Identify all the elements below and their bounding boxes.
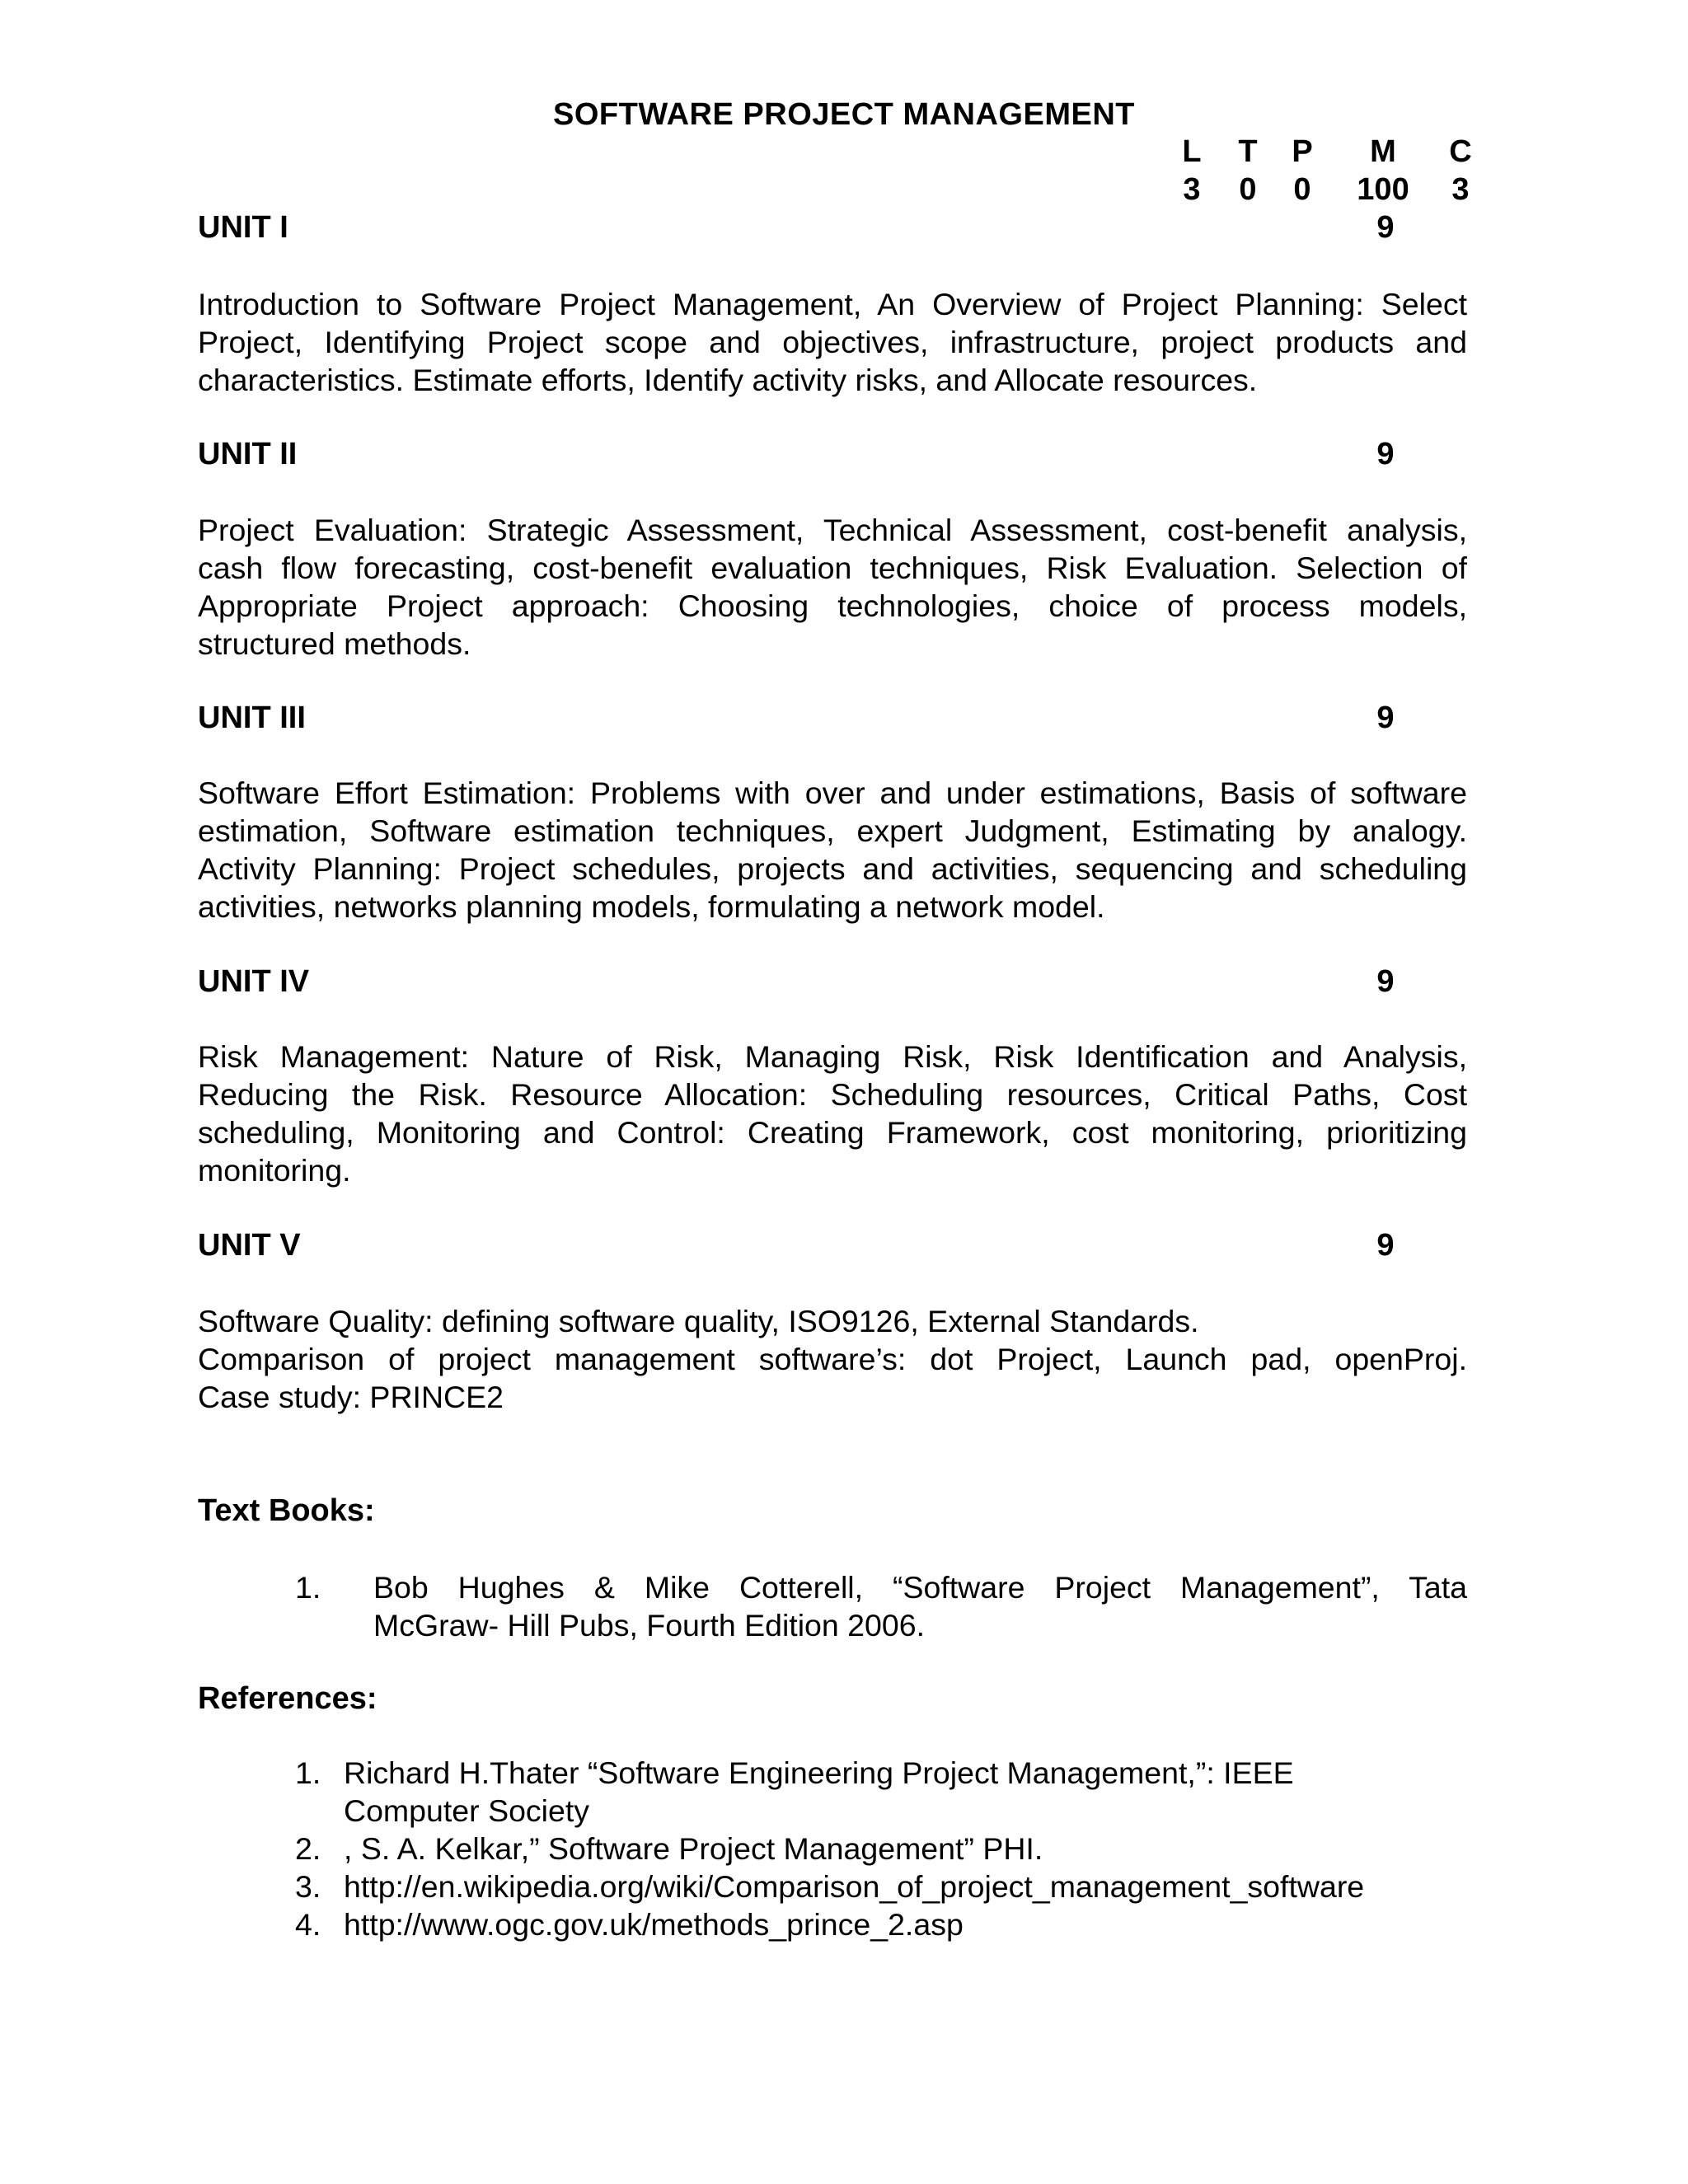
- text-line: McGraw- Hill Pubs, Fourth Edition 2006.: [373, 1608, 926, 1643]
- credit-header-t: T: [1238, 134, 1258, 169]
- text-line: structured methods.: [198, 626, 471, 661]
- reference-number: 4.: [295, 1907, 321, 1942]
- reference-item: [344, 1868, 1498, 1905]
- unit-1-heading: UNIT I: [198, 210, 288, 245]
- text-line: Bob Hughes & Mike Cotterell, “Software Project Management”, Tata: [373, 1570, 1467, 1605]
- reference-link: http://en.wikipedia.org/wiki/Comparison_of_project_management_software: [344, 1869, 1365, 1904]
- credit-header-c: C: [1449, 134, 1472, 169]
- reference-item: [344, 1905, 1467, 1943]
- unit-3-heading: UNIT III: [198, 701, 306, 735]
- unit-4-description: [198, 1038, 1467, 1189]
- credit-value-m: 100: [1357, 172, 1409, 207]
- text-line: monitoring.: [198, 1153, 351, 1188]
- unit-2-description: [198, 511, 1467, 663]
- page-title: SOFTWARE PROJECT MANAGEMENT: [553, 97, 1135, 132]
- reference-item: [344, 1754, 1467, 1830]
- credit-value-p: 0: [1293, 172, 1311, 207]
- credit-header-l: L: [1182, 134, 1202, 169]
- text-line: Reducing the Risk. Resource Allocation: Scheduling resources, Critical Paths, Cost: [198, 1077, 1467, 1112]
- text-book-number: 1.: [295, 1570, 321, 1605]
- text-line: Activity Planning: Project schedules, projects and activities, sequencing and scheduling: [198, 851, 1467, 886]
- reference-number: 1.: [295, 1755, 321, 1790]
- unit-4-heading: UNIT IV: [198, 964, 310, 999]
- text-line: estimation, Software estimation techniques, expert Judgment, Estimating by analogy.: [198, 813, 1467, 848]
- text-line: scheduling, Monitoring and Control: Creating Framework, cost monitoring, prioritizing: [198, 1115, 1467, 1150]
- unit-1-hours: 9: [1376, 210, 1395, 245]
- text-line: Appropriate Project approach: Choosing technologies, choice of process models,: [198, 588, 1467, 623]
- unit-5-hours: 9: [1376, 1228, 1395, 1263]
- text-line: Software Quality: defining software quality, ISO9126, External Standards.: [198, 1304, 1199, 1338]
- credit-value-c: 3: [1451, 172, 1470, 207]
- unit-2-hours: 9: [1376, 437, 1395, 471]
- text-line: Introduction to Software Project Management, An Overview of Project Planning: Select: [198, 287, 1467, 321]
- unit-5-heading: UNIT V: [198, 1228, 301, 1263]
- unit-5-description: [198, 1302, 1467, 1416]
- text-line: Richard H.Thater “Software Engineering Project Management,”: IEEE: [344, 1755, 1294, 1790]
- text-line: Case study: PRINCE2: [198, 1380, 504, 1414]
- credit-header-p: P: [1292, 134, 1313, 169]
- reference-item: [344, 1830, 1467, 1868]
- text-line: Software Effort Estimation: Problems with over and under estimations, Basis of software: [198, 776, 1467, 810]
- text-line: Comparison of project management software’s: dot Project, Launch pad, openProj.: [198, 1342, 1467, 1376]
- reference-number: 2.: [295, 1831, 321, 1866]
- unit-1-description: [198, 285, 1467, 399]
- references-heading: References:: [198, 1681, 377, 1716]
- unit-3-description: [198, 774, 1467, 926]
- text-line: Computer Society: [344, 1793, 590, 1828]
- text-book-item: [373, 1568, 1467, 1644]
- unit-3-hours: 9: [1376, 701, 1395, 735]
- credit-value-t: 0: [1239, 172, 1257, 207]
- text-line: activities, networks planning models, formulating a network model.: [198, 889, 1105, 924]
- reference-number: 3.: [295, 1869, 321, 1904]
- unit-4-hours: 9: [1376, 964, 1395, 999]
- text-line: , S. A. Kelkar,” Software Project Management” PHI.: [344, 1831, 1043, 1866]
- text-line: Project, Identifying Project scope and objectives, infrastructure, project products and: [198, 325, 1467, 359]
- reference-link: http://www.ogc.gov.uk/methods_prince_2.asp: [344, 1907, 964, 1942]
- text-line: Project Evaluation: Strategic Assessment, Technical Assessment, cost-benefit analysis,: [198, 513, 1467, 547]
- text-line: characteristics. Estimate efforts, Identify activity risks, and Allocate resources.: [198, 363, 1258, 397]
- text-books-heading: Text Books:: [198, 1493, 375, 1528]
- text-line: Risk Management: Nature of Risk, Managing Risk, Risk Identification and Analysis,: [198, 1039, 1467, 1074]
- unit-2-heading: UNIT II: [198, 437, 298, 471]
- credit-value-l: 3: [1183, 172, 1201, 207]
- credit-header-m: M: [1370, 134, 1396, 169]
- text-line: cash flow forecasting, cost-benefit evaluation techniques, Risk Evaluation. Selection of: [198, 551, 1467, 585]
